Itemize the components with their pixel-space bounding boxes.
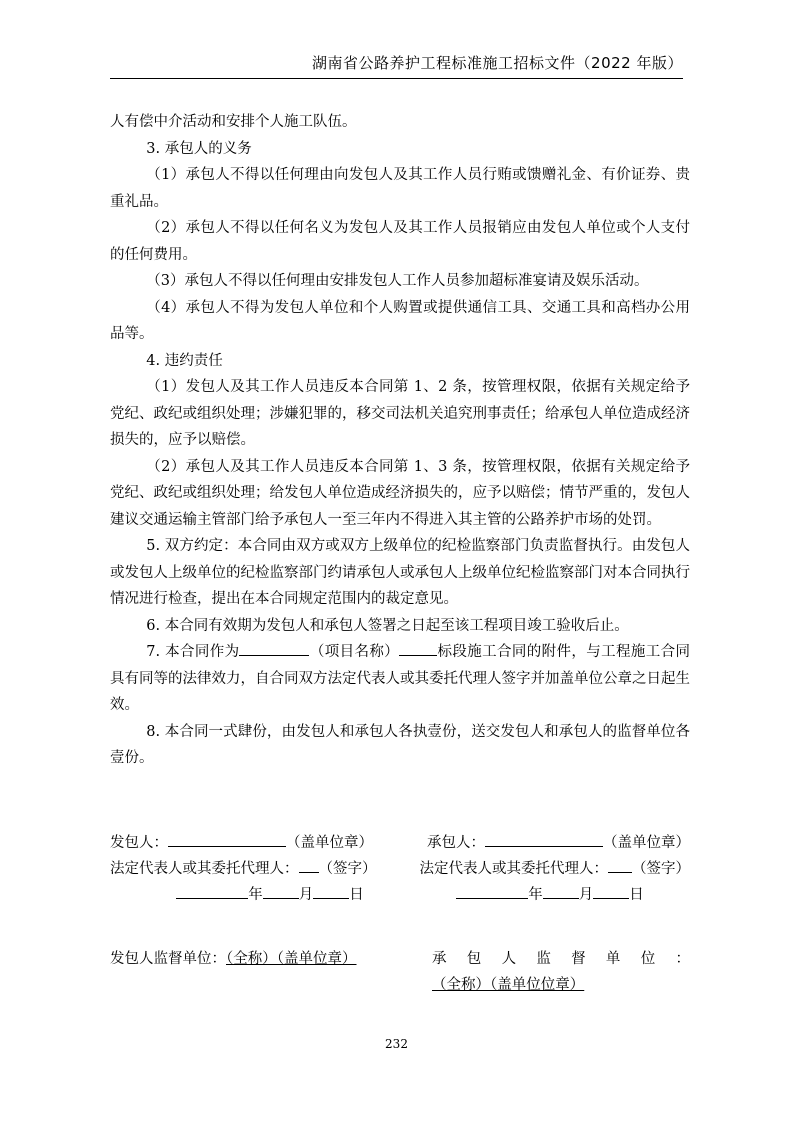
year-label: 年 (528, 887, 543, 903)
rep-label: 法定代表人或其委托代理人： (419, 861, 608, 877)
clause-8: 8. 本合同一式肆份，由发包人和承包人各执壹份，送交发包人和承包人的监督单位各壹份。 (110, 723, 690, 766)
paragraph: 人有偿中介活动和安排个人施工队伍。 (110, 114, 357, 130)
contractor-label: 承包人： (427, 835, 485, 851)
rep-label: 法定代表人或其委托代理人： (110, 861, 299, 877)
sign-label: （签字） (318, 861, 377, 877)
contractor-date (456, 882, 644, 908)
employer-blank (168, 830, 286, 847)
contractor-blank (485, 830, 603, 847)
paragraph: （4）承包人不得为发包人单位和个人购置或提供通信工具、交通工具和高档办公用品等。 (110, 299, 690, 342)
signature-block (110, 830, 690, 908)
seal-label: （盖单位章） (286, 835, 373, 851)
project-name-blank (239, 639, 309, 656)
contractor-supervisor-value: （全称）（盖单位位章） (432, 977, 585, 993)
employer-rep (110, 856, 377, 882)
paragraph: （3）承包人不得以任何理由安排发包人工作人员参加超标准宴请及娱乐活动。 (146, 273, 649, 289)
day-label: 日 (629, 887, 644, 903)
seal-row (110, 830, 690, 856)
sign-label: （签字） (632, 861, 690, 877)
paragraph: （2）承包人及其工作人员违反本合同第 1、3 条，按管理权限，依据有关规定给予党纪、政纪或组织处理；给发包人单位造成经济损失的，应予以赔偿；情节严重的，发包人建议交通运输主管部门给予承包人一至三年内不得进入其主管的公路养护市场的处罚。 (110, 458, 690, 528)
employer-supervisor (110, 946, 357, 998)
section-blank (399, 639, 437, 656)
paragraph: （2）承包人不得以任何名义为发包人及其工作人员报销应由发包人单位或个人支付的任何费用。 (110, 220, 690, 263)
day-label: 日 (349, 887, 364, 903)
page-number: 232 (385, 1037, 408, 1051)
rep-row (110, 856, 690, 882)
section-heading: 4. 违约责任 (146, 352, 223, 369)
contractor-seal (427, 830, 690, 856)
month-blank (263, 882, 299, 899)
clause-7 (110, 639, 690, 719)
paragraph: （1）承包人不得以任何理由向发包人及其工作人员行贿或馈赠礼金、有价证券、贵重礼品。 (110, 167, 690, 210)
paragraph: （1）发包人及其工作人员违反本合同第 1、2 条，按管理权限，依据有关规定给予党纪、政纪或组织处理；涉嫌犯罪的，移交司法机关追究刑事责任；给承包人单位造成经济损失的，应予以赔偿。 (110, 379, 690, 448)
rep-blank (608, 856, 632, 873)
year-blank (176, 882, 248, 899)
clause-7-prefix: 7. 本合同作为 (146, 644, 240, 660)
contractor-supervisor (432, 946, 690, 998)
paragraph: 6. 本合同有效期为发包人和承包人签署之日起至该工程项目竣工验收后止。 (146, 617, 629, 634)
header-rule (110, 78, 683, 79)
day-blank (593, 882, 629, 899)
employer-supervisor-label: 发包人监督单位： (110, 951, 226, 967)
month-label: 月 (578, 887, 594, 903)
date-row (110, 882, 690, 908)
rep-blank (299, 856, 319, 873)
year-label: 年 (248, 887, 263, 903)
supervisor-row (110, 946, 690, 998)
employer-supervisor-value: （全称）（盖单位章） (226, 951, 357, 967)
contractor-supervisor-label: 承包人监督单位： (432, 951, 690, 967)
running-header: 湖南省公路养护工程标准施工招标文件（2022 年版） (312, 54, 683, 72)
section-heading: 3. 承包人的义务 (146, 140, 252, 157)
month-label: 月 (298, 887, 314, 903)
year-blank (456, 882, 528, 899)
supervisor-block (110, 946, 690, 998)
employer-seal (110, 830, 373, 856)
day-blank (313, 882, 349, 899)
project-name-label: （项目名称） (309, 644, 400, 660)
employer-label: 发包人： (110, 835, 168, 851)
employer-date (176, 882, 364, 908)
paragraph: 5. 双方约定：本合同由双方或双方上级单位的纪检监察部门负责监督执行。由发包人或发包人上级单位的纪检监察部门约请承包人或承包人上级单位纪检监察部门对本合同执行情况进行检查，提出在本合同规定范围内的裁定意见。 (110, 538, 690, 607)
seal-label: （盖单位章） (603, 835, 690, 851)
contractor-rep (420, 856, 691, 882)
body-text (110, 109, 690, 772)
month-blank (543, 882, 579, 899)
clause-7-rest: 标段施工合同的附件，与工程施工合同具有同等的法律效力，自合同双方法定代表人或其委托代理人签字并加盖单位公章之日起生效。 (110, 644, 690, 713)
